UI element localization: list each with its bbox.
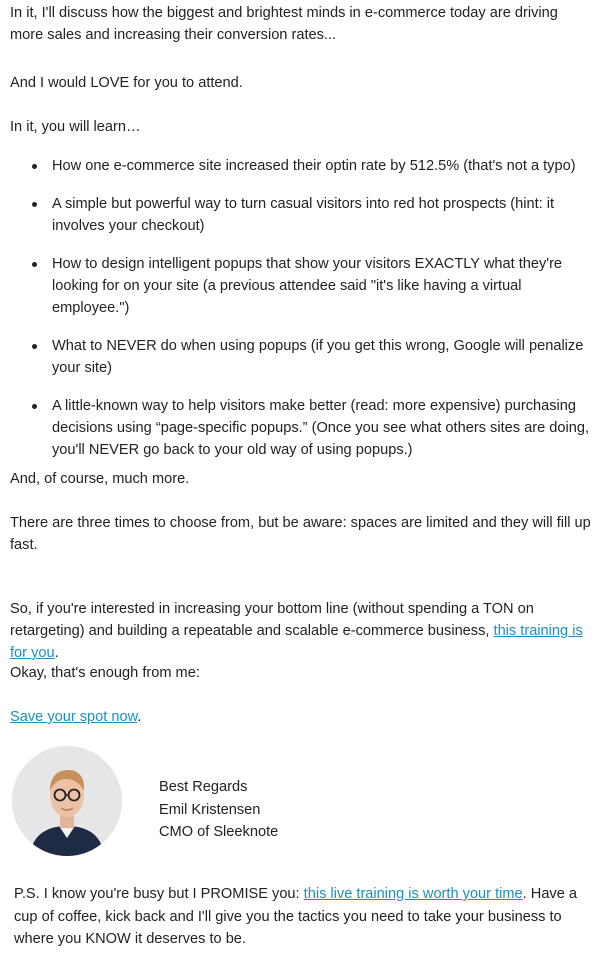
interested-paragraph: So, if you're interested in increasing your bottom line (without spending a TON on retargeting) and building a repeatable and scalable e-commerce business, this training is for you.	[10, 601, 583, 661]
training-link[interactable]: this training is for you	[10, 623, 583, 661]
signature-regards: Best Regards	[159, 779, 248, 795]
ps-paragraph: P.S. I know you're busy but I PROMISE you: this live training is worth your time. Have a cup of coffee, kick back and I'll give you the tactics you need to take your business to where you KNOW it deserves to be.	[14, 886, 578, 947]
person-photo	[12, 746, 122, 856]
avatar	[12, 746, 122, 856]
list-item: A simple but powerful way to turn casual visitors into red hot prospects (hint: it involves your checkout)	[10, 193, 595, 237]
save-spot-link[interactable]: Save your spot now	[10, 709, 138, 725]
bullet-icon	[32, 344, 37, 349]
invite-paragraph: And I would LOVE for you to attend.	[10, 75, 243, 91]
bullet-icon	[32, 404, 37, 409]
bullet-icon	[32, 262, 37, 267]
list-item: How to design intelligent popups that show your visitors EXACTLY what they're looking for on your site (a previous attendee said "it's like having a virtual employee.")	[10, 253, 595, 319]
ps-training-link[interactable]: this live training is worth your time	[303, 886, 523, 902]
signature	[159, 776, 278, 844]
signature-title: CMO of Sleeknote	[159, 824, 279, 840]
benefits-list	[10, 155, 595, 477]
intro-paragraph: In it, I'll discuss how the biggest and brightest minds in e-commerce today are driving more sales and increasing their conversion rates...	[10, 5, 558, 43]
enough-paragraph: Okay, that's enough from me:	[10, 665, 200, 681]
list-item: What to NEVER do when using popups (if you get this wrong, Google will penalize your site)	[10, 335, 595, 379]
signature-name: Emil Kristensen	[159, 801, 261, 818]
times-paragraph: There are three times to choose from, but be aware: spaces are limited and they will fill up fast.	[10, 515, 591, 553]
bullet-icon	[32, 164, 37, 169]
bullet-icon	[32, 202, 37, 207]
list-item: How one e-commerce site increased their optin rate by 512.5% (that's not a typo)	[10, 155, 595, 177]
save-paragraph: Save your spot now.	[10, 709, 142, 725]
more-paragraph: And, of course, much more.	[10, 471, 190, 487]
list-item: A little-known way to help visitors make better (read: more expensive) purchasing decisions using “page-specific popups.” (Once you see what others sites are doing, you'll NEVER go back to your old way of using popups.)	[10, 395, 595, 461]
learn-heading: In it, you will learn…	[10, 119, 141, 135]
